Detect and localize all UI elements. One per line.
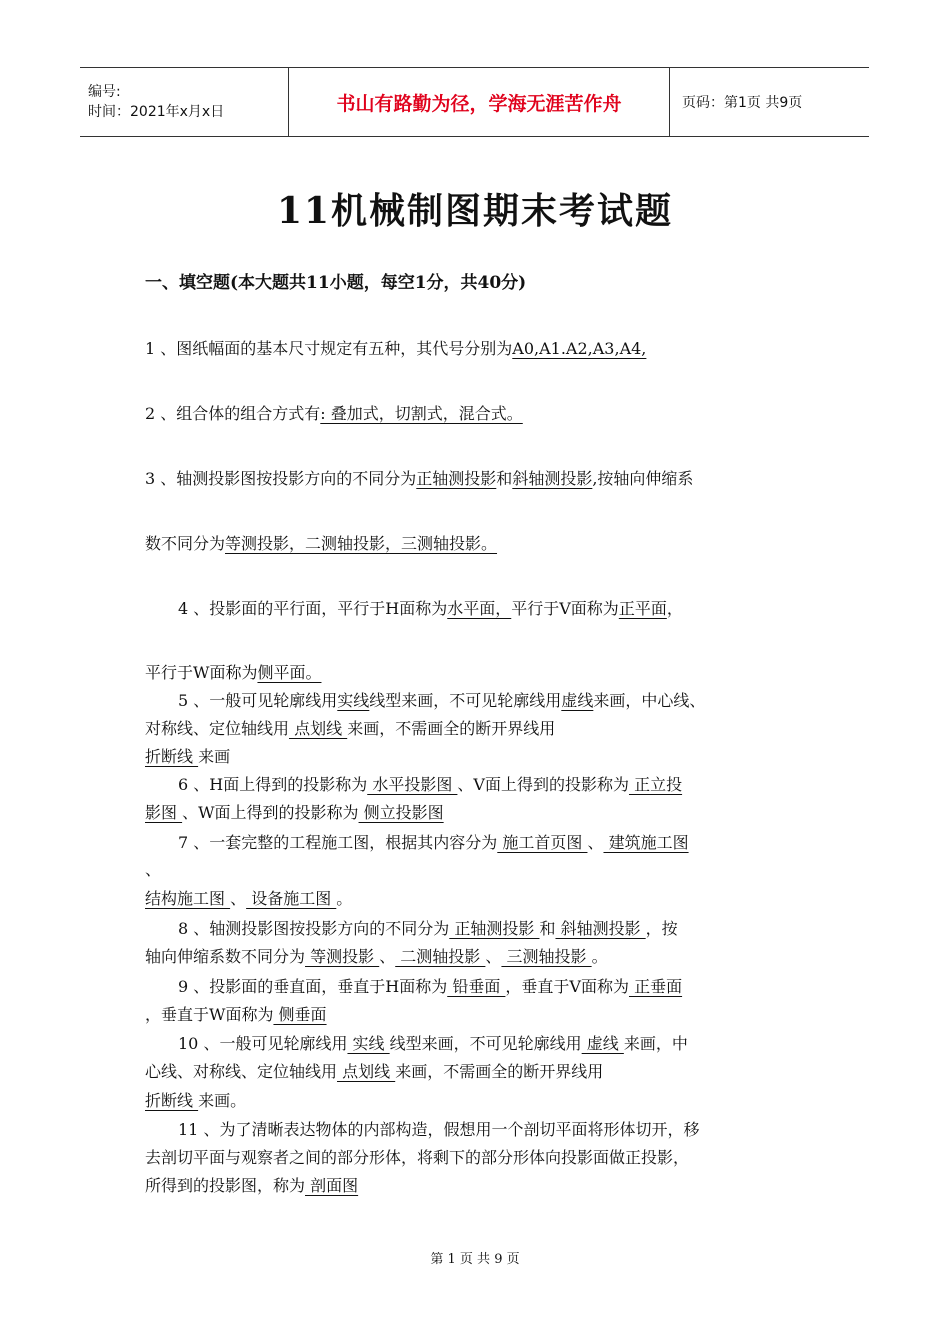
answer-blank: 斜轴测投影 — [555, 919, 646, 938]
question-8-cont — [145, 944, 608, 967]
answer-blank: 铅垂面 — [447, 977, 506, 996]
number-label: 编号: — [88, 84, 121, 100]
answer-blank: A0,A1.A2,A3,A4, — [512, 339, 647, 358]
answer-blank: : 叠加式，切割式，混合式。 — [320, 404, 523, 423]
q-text: 5 、一般可见轮廓线用 — [178, 691, 338, 710]
question-11: 11 、为了清晰表达物体的内部构造，假想用一个剖切平面将形体切开，移 — [178, 1120, 700, 1139]
q-text: 9 、投影面的垂直面，垂直于H面称为 — [178, 977, 448, 996]
answer-blank: 影图 — [145, 803, 183, 822]
answer-blank: 点划线 — [289, 719, 348, 738]
document-header — [80, 67, 869, 137]
question-9 — [178, 974, 682, 997]
question-4 — [178, 596, 683, 619]
section-heading: 一、填空题(本大题共11小题，每空1分，共40分) — [145, 273, 527, 293]
q-text: 、 — [379, 947, 396, 966]
q-text: ， — [666, 599, 683, 618]
q-text: 、 — [587, 833, 604, 852]
q-text: 。 — [591, 947, 608, 966]
q-text: 对称线、定位轴线用 — [145, 719, 290, 738]
question-3 — [145, 466, 693, 489]
answer-blank: 折断线 — [145, 1091, 199, 1110]
page-title: 11机械制图期末考试题 — [276, 190, 674, 232]
header-meta — [80, 68, 288, 136]
q-text: 4 、投影面的平行面，平行于H面称为 — [178, 599, 448, 618]
question-11-cont2 — [145, 1173, 358, 1196]
answer-blank: 侧平面。 — [257, 663, 322, 682]
q-text: ,按轴向伸缩系 — [592, 469, 694, 488]
q-text: 和 — [539, 919, 556, 938]
answer-blank: 二测轴投影 — [395, 947, 486, 966]
question-5-cont — [145, 716, 555, 739]
answer-blank: 建筑施工图 — [603, 833, 689, 852]
q-text: 来画，中心线、 — [593, 691, 706, 710]
answer-blank: 等测投影，二测轴投影，三测轴投影。 — [225, 534, 498, 553]
answer-blank: 点划线 — [337, 1062, 396, 1081]
q-text: 6 、H面上得到的投影称为 — [178, 775, 368, 794]
question-5 — [178, 688, 705, 711]
q-text: 和 — [496, 469, 513, 488]
header-motto — [288, 68, 670, 136]
motto-text: 书山有路勤为径，学海无涯苦作舟 — [336, 92, 622, 115]
page-label: 页码：第1页 共9页 — [682, 95, 803, 111]
answer-blank: 设备施工图 — [246, 889, 337, 908]
q-text: 心线、对称线、定位轴线用 — [145, 1062, 338, 1081]
q-text: ，按 — [645, 919, 678, 938]
q-text: ，垂直于V面称为 — [505, 977, 629, 996]
q-text: 轴向伸缩系数不同分为 — [145, 947, 306, 966]
q-text: 来画，不需画全的断开界线用 — [347, 719, 556, 738]
question-10-cont — [145, 1059, 603, 1082]
question-5-cont2 — [145, 744, 230, 767]
q-text: 2 、组合体的组合方式有 — [145, 404, 321, 423]
q-text: 来画。 — [198, 1091, 247, 1110]
answer-blank: 正轴测投影 — [449, 919, 540, 938]
question-11-cont: 去剖切平面与观察者之间的部分形体，将剩下的部分形体向投影面做正投影， — [145, 1148, 690, 1167]
q-text: 来画，中 — [623, 1034, 688, 1053]
page-footer: 第 1 页 共 9 页 — [430, 1252, 520, 1267]
answer-blank: 虚线 — [561, 691, 594, 710]
q-text: 10 、一般可见轮廓线用 — [178, 1034, 348, 1053]
q-text: 所得到的投影图，称为 — [145, 1176, 306, 1195]
q-text: 1 、图纸幅面的基本尺寸规定有五种，其代号分别为 — [145, 339, 513, 358]
q-text: 来画 — [198, 747, 231, 766]
q-text: ，垂直于W面称为 — [145, 1005, 274, 1024]
question-10 — [178, 1031, 688, 1054]
question-3-cont — [145, 531, 497, 554]
answer-blank: 正垂面 — [628, 977, 683, 996]
answer-blank: 虚线 — [581, 1034, 624, 1053]
q-text: 3 、轴测投影图按投影方向的不同分为 — [145, 469, 417, 488]
q-text: 平行于V面称为 — [511, 599, 619, 618]
q-text: 、 — [230, 889, 247, 908]
question-8 — [178, 916, 678, 939]
q-text: 来画，不需画全的断开界线用 — [395, 1062, 604, 1081]
answer-blank: 侧垂面 — [273, 1005, 327, 1024]
q-text: 、W面上得到的投影称为 — [182, 803, 359, 822]
answer-blank: 斜轴测投影 — [512, 469, 593, 488]
question-7-cont — [145, 886, 352, 909]
q-text: 线型来画，不可见轮廓线用 — [389, 1034, 582, 1053]
question-4-cont — [145, 660, 321, 683]
question-2 — [145, 401, 523, 424]
answer-blank: 结构施工图 — [145, 889, 231, 908]
q-text: 8 、轴测投影图按投影方向的不同分为 — [178, 919, 450, 938]
answer-blank: 等测投影 — [305, 947, 380, 966]
q-text: 、V面上得到的投影称为 — [457, 775, 629, 794]
question-1 — [145, 336, 646, 359]
question-9-cont — [145, 1002, 327, 1025]
answer-blank: 正轴测投影 — [416, 469, 497, 488]
answer-blank: 折断线 — [145, 747, 199, 766]
answer-blank: 剖面图 — [305, 1176, 359, 1195]
answer-blank: 施工首页图 — [497, 833, 588, 852]
answer-blank: 水平投影图 — [367, 775, 458, 794]
q-text: 7 、一套完整的工程施工图，根据其内容分为 — [178, 833, 498, 852]
q-text: 线型来画，不可见轮廓线用 — [369, 691, 562, 710]
header-page — [670, 68, 869, 136]
question-7-sep: 、 — [145, 860, 162, 879]
q-text: 平行于W面称为 — [145, 663, 258, 682]
q-text: 。 — [336, 889, 353, 908]
answer-blank: 水平面， — [447, 599, 512, 618]
answer-blank: 三测轴投影 — [501, 947, 592, 966]
question-7 — [178, 830, 689, 853]
answer-blank: 实线 — [347, 1034, 390, 1053]
question-6-cont — [145, 800, 444, 823]
question-10-cont2 — [145, 1088, 246, 1111]
q-text: 、 — [485, 947, 502, 966]
answer-blank: 正立投 — [628, 775, 683, 794]
q-text: 数不同分为 — [145, 534, 226, 553]
time-label: 时间：2021年x月x日 — [88, 104, 225, 120]
answer-blank: 实线 — [337, 691, 370, 710]
answer-blank: 正平面 — [618, 599, 667, 618]
answer-blank: 侧立投影图 — [358, 803, 444, 822]
question-6 — [178, 772, 682, 795]
